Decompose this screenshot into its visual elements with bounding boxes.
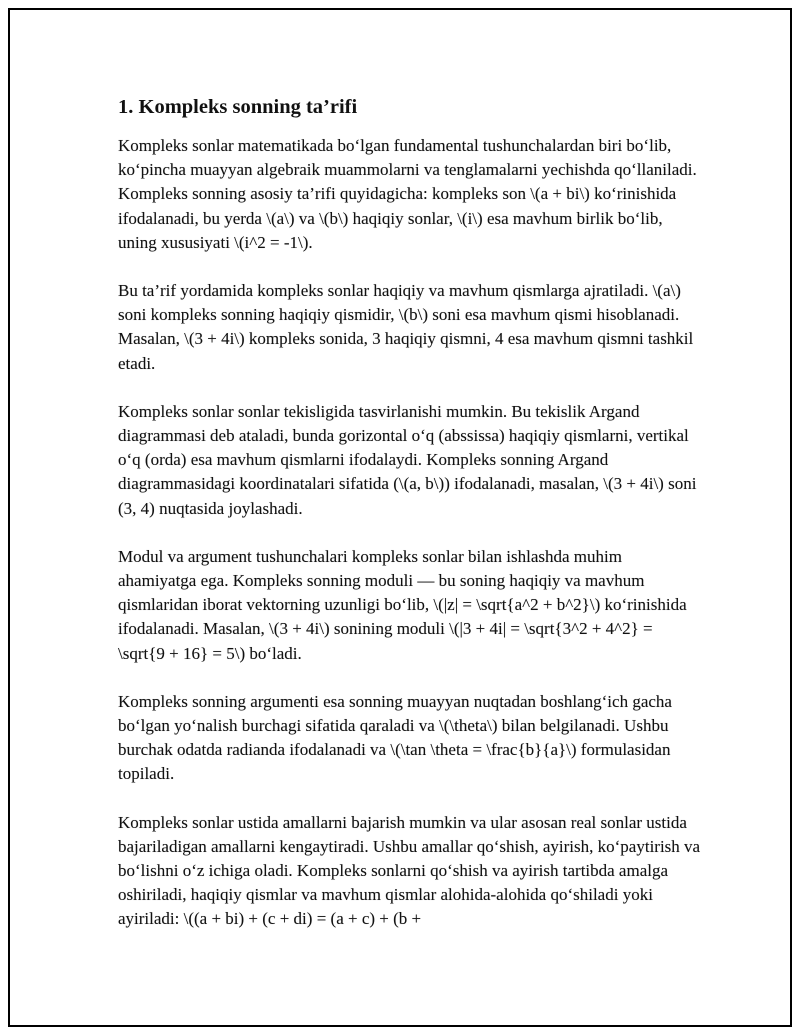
section-heading: 1. Kompleks sonning ta’rifi (118, 96, 358, 118)
paragraph-argand-diagram: Kompleks sonlar sonlar tekisligida tasvirlanishi mumkin. Bu tekislik Argand diagrammasi deb ataladi, bunda gorizontal o‘q (abssissa) haqiqiy qismlarni, vertikal o‘q (orda) esa mavhum qismlarni ifodalaydi. Kompleks sonning Argand diagrammasidagi koordinatalari sifatida (\(a, b\)) ifodalanadi, masalan, \(3 + 4i\) soni (3, 4) nuqtasida joylashadi. (118, 401, 697, 518)
paragraph-argument: Kompleks sonning argumenti esa sonning muayyan nuqtadan boshlang‘ich gacha bo‘lgan yo‘nalish burchagi sifatida qaraladi va \(\theta\) bilan belgilanadi. Ushbu burchak odatda radianda ifodalanadi va \(\tan \theta = \frac{b}{a}\) formulasidan topiladi. (118, 691, 672, 784)
paragraph-real-imaginary-parts: Bu ta’rif yordamida kompleks sonlar haqiqiy va mavhum qismlarga ajratiladi. \(a\) soni kompleks sonning haqiqiy qismidir, \(b\) soni esa mavhum qismi hisoblanadi. Masalan, \(3 + 4i\) kompleks sonida, 3 haqiqiy qismni, 4 esa mavhum qismni tashkil etadi. (118, 281, 694, 373)
paragraph-definition: Kompleks sonlar matematikada bo‘lgan fundamental tushunchalardan biri bo‘lib, ko‘pincha muayyan algebraik muammolarni va tenglamalarni yechishda qo‘llaniladi. Kompleks sonning asosiy ta’rifi quyidagicha: kompleks son \(a + bi\) ko‘rinishida ifodalanadi, bu yerda \(a\) va \(b\) haqiqiy sonlar, \(i\) esa mavhum birlik bo‘lib, uning xususiyati \(i^2 = -1\). (118, 136, 697, 252)
paragraph-modulus: Modul va argument tushunchalari kompleks sonlar bilan ishlashda muhim ahamiyatga ega. Kompleks sonning moduli — bu soning haqiqiy va mavhum qismlaridan iborat vektorning uzunligi bo‘lib, \(|z| = \sqrt{a^2 + b^2}\) ko‘rinishida ifodalanadi. Masalan, \(3 + 4i\) sonining moduli \(|3 + 4i| = \sqrt{3^2 + 4^2} = \sqrt{9 + 16} = 5\) bo‘ladi. (118, 546, 687, 663)
paragraph-operations: Kompleks sonlar ustida amallarni bajarish mumkin va ular asosan real sonlar ustida bajariladigan amallarni kengaytiradi. Ushbu amallar qo‘shish, ayirish, ko‘paytirish va bo‘lishni o‘z ichiga oladi. Kompleks sonlarni qo‘shish va ayirish tartibda amalga oshiriladi, haqiqiy qismlar va mavhum qismlar alohida-alohida qo‘shiladi yoki ayiriladi: \((a + bi) + (c + di) = (a + c) + (b + (118, 812, 701, 929)
document-page (8, 8, 792, 1027)
document-content (118, 94, 703, 956)
